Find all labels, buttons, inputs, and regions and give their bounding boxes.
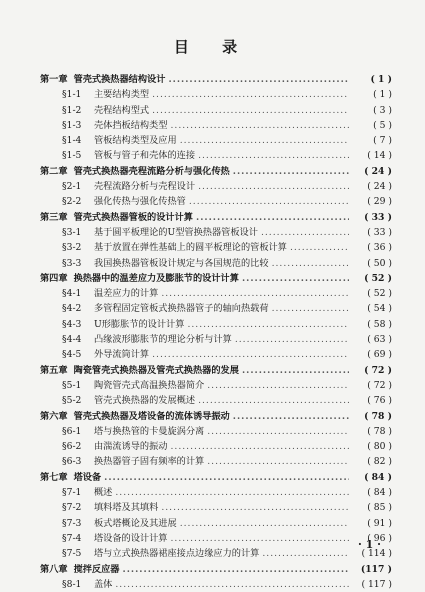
toc-entry-number: §3-1 bbox=[62, 226, 82, 238]
toc-entry-page: ( 24 ) bbox=[367, 181, 392, 193]
toc-entry-page: ( 91 ) bbox=[367, 517, 392, 529]
toc-section-row bbox=[40, 439, 392, 454]
toc-section-row bbox=[40, 531, 392, 546]
dot-leader bbox=[180, 516, 349, 531]
toc-section-row bbox=[40, 516, 392, 531]
toc-entry-page: ( 78 ) bbox=[364, 410, 392, 422]
toc-entry-number: §1-4 bbox=[62, 135, 82, 147]
toc-entry-title: U形膨胀节的设计计算 bbox=[94, 318, 185, 330]
dot-leader bbox=[207, 378, 349, 393]
toc-entry-number: §6-2 bbox=[62, 441, 82, 453]
dot-leader bbox=[235, 332, 349, 347]
toc-entry-page: ( 36 ) bbox=[367, 242, 392, 254]
toc-section-row bbox=[40, 485, 392, 500]
dot-leader bbox=[242, 271, 349, 286]
toc-entry-number: §6-1 bbox=[62, 425, 82, 437]
toc-entry-page: (117 ) bbox=[360, 563, 392, 575]
toc-entry-page: ( 3 ) bbox=[373, 104, 392, 116]
toc-entry-number: 第七章 bbox=[40, 471, 68, 483]
dot-leader bbox=[161, 500, 349, 515]
toc-entry-number: §7-4 bbox=[62, 532, 82, 544]
toc-entry-number: §3-3 bbox=[62, 257, 82, 269]
toc-entry-number: 第二章 bbox=[40, 165, 68, 177]
dot-leader bbox=[196, 210, 349, 225]
toc-entry-title: 塔设备 bbox=[73, 471, 102, 483]
toc-entry-page: ( 76 ) bbox=[367, 395, 392, 407]
dot-leader bbox=[161, 286, 349, 301]
toc-entry-page: ( 84 ) bbox=[367, 487, 392, 499]
toc-section-row bbox=[40, 347, 392, 362]
toc-section-row bbox=[40, 286, 392, 301]
toc-entry-title: 管壳式换热器壳程流路分析与强化传热 bbox=[73, 165, 230, 177]
toc-section-row bbox=[40, 454, 392, 469]
toc-entry-page: ( 82 ) bbox=[367, 456, 392, 468]
toc-chapter-row bbox=[40, 363, 392, 378]
toc-entry-number: §7-3 bbox=[62, 517, 82, 529]
toc-entry-page: ( 50 ) bbox=[367, 257, 392, 269]
toc-entry-number: §4-3 bbox=[62, 318, 82, 330]
toc-section-row bbox=[40, 87, 392, 102]
toc-section-row bbox=[40, 194, 392, 209]
toc-entry-number: §5-1 bbox=[62, 379, 82, 391]
toc-entry-number: §8-1 bbox=[62, 578, 82, 590]
toc-entry-title: 温差应力的计算 bbox=[94, 288, 159, 300]
toc-entry-title: 基于放置在弹性基础上的圆平板理论的管板计算 bbox=[94, 242, 287, 254]
dot-leader bbox=[171, 531, 350, 546]
toc-entry-number: 第三章 bbox=[40, 211, 68, 223]
dot-leader bbox=[233, 164, 349, 179]
dot-leader bbox=[152, 347, 349, 362]
toc-section-row bbox=[40, 332, 392, 347]
toc-entry-title: 管壳式换热器结构设计 bbox=[73, 74, 166, 85]
toc-entry-number: §1-5 bbox=[62, 150, 82, 162]
dot-leader bbox=[168, 72, 349, 87]
toc-section-row bbox=[40, 256, 392, 271]
toc-entry-title: 基于圆平板理论的U型管换热器管板设计 bbox=[94, 226, 258, 238]
toc-entry-number: 第一章 bbox=[40, 74, 68, 85]
toc-entry-page: ( 7 ) bbox=[373, 135, 392, 147]
dot-leader bbox=[171, 118, 350, 133]
dot-leader bbox=[198, 393, 349, 408]
toc-entry-page: ( 69 ) bbox=[367, 349, 392, 361]
toc-entry-title: 搅拌反应器 bbox=[73, 563, 120, 575]
toc-entry-title: 塔与换热管的卡曼旋涡分离 bbox=[94, 425, 205, 437]
toc-entry-title: 管板与管子和壳体的连接 bbox=[94, 150, 196, 162]
toc-entry-number: §5-2 bbox=[62, 395, 82, 407]
toc-entry-title: 填料塔及其填料 bbox=[94, 502, 159, 514]
toc-entry-title: 壳程流路分析与壳程设计 bbox=[94, 181, 196, 193]
toc-entry-page: ( 58 ) bbox=[367, 318, 392, 330]
toc-entry-title: 管板结构类型及应用 bbox=[94, 135, 177, 147]
toc-entry-page: ( 33 ) bbox=[367, 226, 392, 238]
dot-leader bbox=[272, 301, 349, 316]
toc-section-row bbox=[40, 546, 392, 561]
toc-entry-title: 塔与立式换热器裙座接点边缘应力的计算 bbox=[94, 548, 260, 560]
toc-entry-number: §7-2 bbox=[62, 502, 82, 514]
dot-leader bbox=[242, 363, 349, 378]
toc-chapter-row bbox=[40, 470, 392, 485]
toc-entry-title: 管壳式换热器管板的设计计算 bbox=[73, 211, 193, 223]
toc-entry-number: 第四章 bbox=[40, 272, 68, 284]
toc-entry-page: ( 1 ) bbox=[373, 89, 392, 101]
toc-section-row bbox=[40, 500, 392, 515]
dot-leader bbox=[152, 103, 349, 118]
dot-leader bbox=[152, 87, 349, 102]
toc-section-row bbox=[40, 317, 392, 332]
toc-entry-title: 陶瓷管壳式高温换热器简介 bbox=[94, 379, 205, 391]
toc-entry-page: ( 72 ) bbox=[367, 379, 392, 391]
dot-leader bbox=[171, 439, 350, 454]
toc-entry-page: ( 78 ) bbox=[367, 425, 392, 437]
toc-entry-number: §6-3 bbox=[62, 456, 82, 468]
toc-entry-number: §4-1 bbox=[62, 288, 82, 300]
toc-entry-page: ( 52 ) bbox=[364, 272, 392, 284]
toc-entry-title: 管壳式换热器的发展概述 bbox=[94, 395, 196, 407]
toc-entry-title: 我国换热器管板设计规定与各国规范的比较 bbox=[94, 257, 269, 269]
dot-leader bbox=[262, 546, 349, 561]
toc-section-row bbox=[40, 225, 392, 240]
dot-leader bbox=[187, 317, 349, 332]
toc-section-row bbox=[40, 240, 392, 255]
dot-leader bbox=[115, 577, 349, 592]
toc-entry-title: 换热器管子固有频率的计算 bbox=[94, 456, 205, 468]
dot-leader bbox=[198, 179, 349, 194]
toc-entry-number: §7-5 bbox=[62, 548, 82, 560]
toc-entry-number: §2-1 bbox=[62, 181, 82, 193]
toc-entry-title: 多管程固定管板式换热器管子的轴向热载荷 bbox=[94, 303, 269, 315]
toc-entry-title: 凸缘波形膨胀节的理论分析与计算 bbox=[94, 334, 232, 346]
toc-entry-page: ( 33 ) bbox=[364, 211, 392, 223]
toc-entry-number: §2-2 bbox=[62, 196, 82, 208]
toc-section-row bbox=[40, 393, 392, 408]
toc-entry-title: 板式塔概论及其进展 bbox=[94, 517, 177, 529]
toc-section-row bbox=[40, 103, 392, 118]
toc-section-row bbox=[40, 424, 392, 439]
toc-entry-page: ( 52 ) bbox=[367, 288, 392, 300]
toc-entry-title: 由湍流诱导的振动 bbox=[94, 441, 168, 453]
toc-chapter-row bbox=[40, 210, 392, 225]
dot-leader bbox=[115, 485, 349, 500]
toc-section-row bbox=[40, 118, 392, 133]
toc-entry-page: ( 24 ) bbox=[364, 165, 392, 177]
toc-entry-page: ( 63 ) bbox=[367, 334, 392, 346]
dot-leader bbox=[104, 470, 349, 485]
dot-leader bbox=[207, 454, 349, 469]
toc-entry-title: 塔设备的设计计算 bbox=[94, 532, 168, 544]
toc-entry-title: 外导流筒计算 bbox=[94, 349, 150, 361]
toc-entry-number: §4-5 bbox=[62, 349, 82, 361]
toc-chapter-row bbox=[40, 271, 392, 286]
toc-entry-number: §3-2 bbox=[62, 242, 82, 254]
toc-entry-page: ( 117 ) bbox=[361, 578, 392, 590]
toc-entry-title: 壳体挡板结构类型 bbox=[94, 119, 168, 131]
toc-entry-number: 第六章 bbox=[40, 410, 68, 422]
toc-entry-title: 盖体 bbox=[94, 578, 113, 590]
toc-entry-title: 强化传热与强化传热管 bbox=[94, 196, 186, 208]
toc-chapter-row bbox=[40, 72, 392, 87]
toc-entry-page: ( 85 ) bbox=[367, 502, 392, 514]
toc-section-row bbox=[40, 378, 392, 393]
toc-entry-page: ( 80 ) bbox=[367, 441, 392, 453]
dot-leader bbox=[272, 256, 349, 271]
toc-entry-title: 陶瓷管壳式换热器及管壳式换热器的发展 bbox=[73, 364, 239, 376]
toc-entry-page: ( 1 ) bbox=[370, 74, 392, 85]
toc-entry-title: 管壳式换热器及塔设备的流体诱导振动 bbox=[73, 410, 230, 422]
toc-section-row bbox=[40, 301, 392, 316]
toc-entry-number: §1-1 bbox=[62, 89, 82, 101]
toc-entry-number: §4-4 bbox=[62, 334, 82, 346]
toc-section-row bbox=[40, 179, 392, 194]
toc-entry-number: §7-1 bbox=[62, 487, 82, 499]
dot-leader bbox=[261, 225, 349, 240]
dot-leader bbox=[207, 424, 349, 439]
toc-entry-number: §1-3 bbox=[62, 119, 82, 131]
dot-leader bbox=[290, 240, 349, 255]
toc-entry-number: 第八章 bbox=[40, 563, 68, 575]
dot-leader bbox=[123, 562, 350, 577]
dot-leader bbox=[233, 409, 349, 424]
toc-section-row bbox=[40, 148, 392, 163]
toc-section-row bbox=[40, 577, 392, 592]
toc-entry-page: ( 84 ) bbox=[364, 471, 392, 483]
toc-entry-page: ( 14 ) bbox=[367, 150, 392, 162]
toc-entry-page: ( 29 ) bbox=[367, 196, 392, 208]
toc-entry-page: ( 72 ) bbox=[364, 364, 392, 376]
toc-entry-page: ( 54 ) bbox=[367, 303, 392, 315]
dot-leader bbox=[180, 133, 349, 148]
toc-section-row bbox=[40, 133, 392, 148]
toc-entry-number: §1-2 bbox=[62, 104, 82, 116]
toc-entry-number: §4-2 bbox=[62, 303, 82, 315]
page-title: 目 录 bbox=[173, 38, 252, 56]
toc-entry-page: ( 114 ) bbox=[361, 548, 392, 560]
toc-entry-number: 第五章 bbox=[40, 364, 68, 376]
toc-entry-page: ( 5 ) bbox=[373, 119, 392, 131]
toc-entry-title: 概述 bbox=[94, 487, 113, 499]
dot-leader bbox=[198, 148, 349, 163]
toc-entry-page: ( 96 ) bbox=[367, 532, 392, 544]
table-of-contents bbox=[40, 72, 392, 592]
toc-chapter-row bbox=[40, 164, 392, 179]
dot-leader bbox=[189, 194, 349, 209]
toc-entry-title: 换热器中的温差应力及膨胀节的设计计算 bbox=[73, 272, 239, 284]
toc-entry-title: 主要结构类型 bbox=[94, 89, 150, 101]
toc-chapter-row bbox=[40, 409, 392, 424]
page-number: · 1 · bbox=[358, 538, 381, 551]
toc-chapter-row bbox=[40, 562, 392, 577]
toc-entry-title: 壳程结构型式 bbox=[94, 104, 150, 116]
